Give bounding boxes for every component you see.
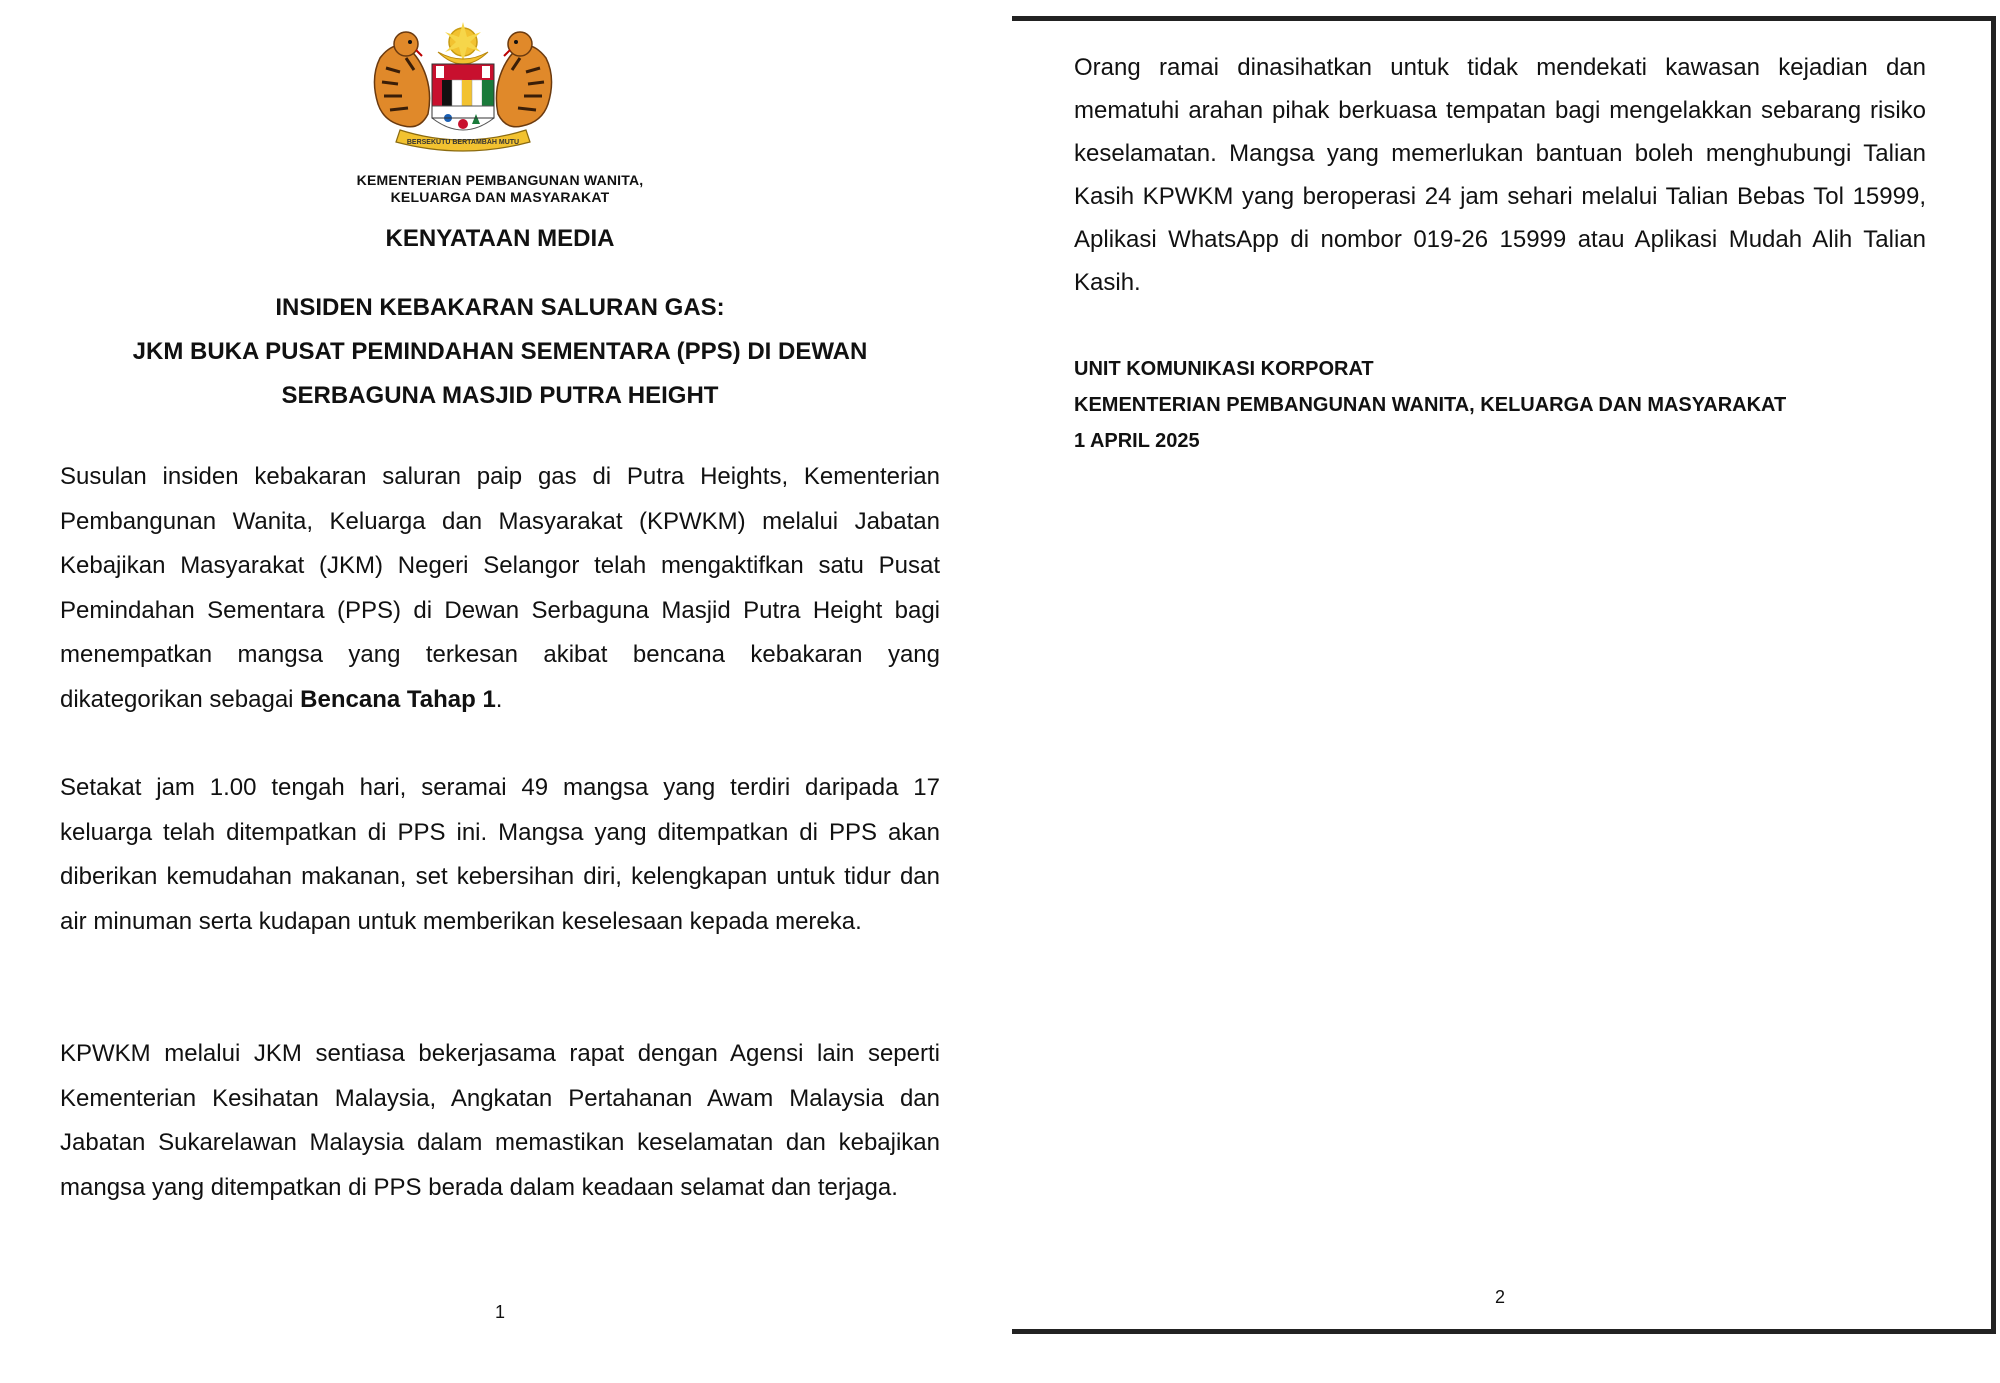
disaster-level-emphasis: Bencana Tahap 1 [300, 685, 496, 713]
paragraph-3: KPWKM melalui JKM sentiasa bekerjasama rapat dengan Agensi lain seperti Kementerian Kesihatan Malaysia, Angkatan Pertahanan Awam Malaysia dan Jabatan Sukarelawan Malaysia dalam memastikan keselamatan dan kebajikan mangsa yang ditempatkan di PPS berada dalam keadaan selamat dan terjaga. [60, 1040, 940, 1201]
headline [80, 286, 920, 418]
ministry-caption-line-1: KEMENTERIAN PEMBANGUNAN WANITA, [356, 172, 644, 188]
malaysia-coat-of-arms-icon [360, 18, 566, 158]
paragraph-2: Setakat jam 1.00 tengah hari, seramai 49 mangsa yang terdiri daripada 17 keluarga telah ditempatkan di PPS ini. Mangsa yang ditempatkan di PPS akan diberikan kemudahan makanan, set kebersihan diri, kelengkapan untuk tidur dan air minuman serta kudapan untuk memberikan keselesaan kepada mereka. [60, 774, 940, 935]
headline-line-1: INSIDEN KEBAKARAN SALURAN GAS: [275, 294, 725, 321]
document-page-2 [1012, 16, 1996, 1334]
paragraph-1-text: Susulan insiden kebakaran saluran paip gas di Putra Heights, Kementerian Pembangunan Wanita, Keluarga dan Masyarakat (KPWKM) melalui Jabatan Kebajikan Masyarakat (JKM) Negeri Selangor telah mengaktifkan satu Pusat Pemindahan Sementara (PPS) di Dewan Serbaguna Masjid Putra Height bagi menempatkan mangsa yang terkesan akibat bencana kebakaran yang dikategorikan sebagai [60, 463, 940, 713]
ministry-caption [300, 172, 700, 206]
paragraph-1 [60, 455, 940, 722]
motto-text: BERSEKUTU BERTAMBAH MUTU [406, 139, 520, 146]
signoff-unit: UNIT KOMUNIKASI KORPORAT [1074, 358, 1374, 380]
media-statement-title: KENYATAAN MEDIA [385, 225, 615, 252]
page-number: 2 [1494, 1287, 1505, 1307]
ministry-caption-line-2: KELUARGA DAN MASYARAKAT [390, 189, 610, 205]
headline-line-3: SERBAGUNA MASJID PUTRA HEIGHT [281, 382, 719, 409]
signoff-block [1074, 351, 1786, 459]
signoff-ministry: KEMENTERIAN PEMBANGUNAN WANITA, KELUARGA DAN MASYARAKAT [1074, 394, 1787, 416]
signoff-date: 1 APRIL 2025 [1074, 430, 1200, 452]
headline-line-2: JKM BUKA PUSAT PEMINDAHAN SEMENTARA (PPS) DI DEWAN [132, 338, 868, 365]
paragraph-1-end: . [495, 685, 503, 713]
paragraph-4: Orang ramai dinasihatkan untuk tidak mendekati kawasan kejadian dan mematuhi arahan pihak berkuasa tempatan bagi mengelakkan sebarang risiko keselamatan. Mangsa yang memerlukan bantuan boleh menghubungi Talian Kasih KPWKM yang beroperasi 24 jam sehari melalui Talian Bebas Tol 15999, Aplikasi WhatsApp di nombor 019-26 15999 atau Aplikasi Mudah Alih Talian Kasih. [1074, 54, 1926, 296]
page-number: 1 [494, 1302, 505, 1322]
